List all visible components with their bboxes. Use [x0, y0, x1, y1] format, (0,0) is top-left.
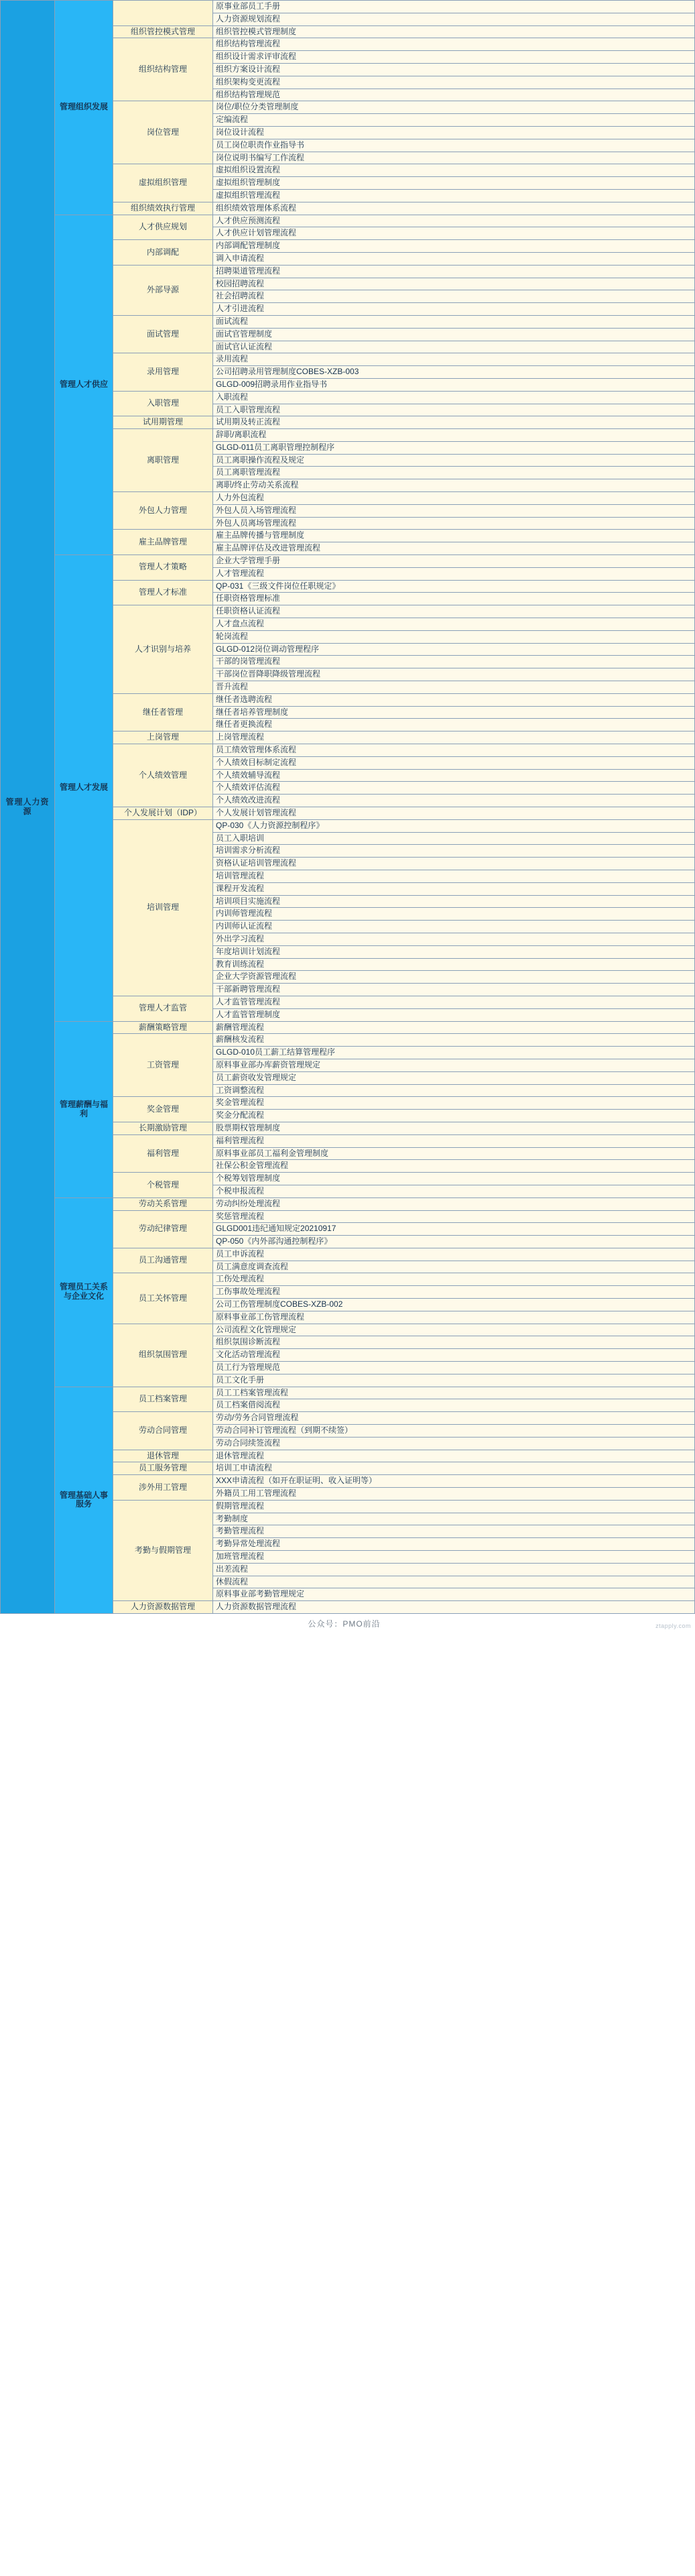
process-item-cell: 员工离职管理流程: [213, 467, 695, 479]
table-row: [1, 1021, 695, 1034]
process-item-cell: 培训项目实施流程: [213, 895, 695, 908]
process-item-cell: 组织结构管理规范: [213, 89, 695, 101]
process-item-cell: 人力外包流程: [213, 492, 695, 505]
process-item-cell: QP-031《三级文件岗位任职规定》: [213, 580, 695, 593]
category-label-cell: 管理人才监管: [113, 996, 213, 1021]
category-label-cell: 员工档案管理: [113, 1387, 213, 1412]
category-label-cell: 奖金管理: [113, 1097, 213, 1122]
process-item-cell: 劳动/劳务合同管理流程: [213, 1412, 695, 1425]
process-item-cell: 录用流程: [213, 353, 695, 366]
process-item-cell: 人才监管管理制度: [213, 1008, 695, 1021]
process-item-cell: 面试官管理制度: [213, 328, 695, 341]
process-item-cell: 假期管理流程: [213, 1500, 695, 1513]
category-label-cell: 退休管理: [113, 1450, 213, 1462]
category-label-cell: 岗位管理: [113, 101, 213, 164]
process-item-cell: 人才引进流程: [213, 303, 695, 316]
process-item-cell: 员工满意度调查流程: [213, 1261, 695, 1273]
process-item-cell: 组织结构管理流程: [213, 38, 695, 51]
group-label-cell: 管理员工关系与企业文化: [55, 1197, 113, 1387]
root-label-cell: 管理人力资源: [1, 1, 55, 1614]
process-item-cell: 公司工伤管理制度COBES-XZB-002: [213, 1299, 695, 1311]
category-label-cell: 长期激励管理: [113, 1122, 213, 1134]
process-item-cell: 外包人员入场管理流程: [213, 504, 695, 517]
process-item-cell: 公司招聘录用管理制度COBES-XZB-003: [213, 366, 695, 379]
process-item-cell: 继任者更换流程: [213, 719, 695, 731]
group-label-cell: 管理组织发展: [55, 1, 113, 215]
process-item-cell: 薪酬管理流程: [213, 1021, 695, 1034]
process-item-cell: 原料事业部办库薪资管理规定: [213, 1059, 695, 1071]
process-item-cell: 个人发展计划管理流程: [213, 807, 695, 820]
category-label-cell: 个人绩效管理: [113, 744, 213, 807]
category-label-cell: 员工沟通管理: [113, 1248, 213, 1273]
group-label-cell: 管理基础人事服务: [55, 1387, 113, 1613]
process-item-cell: 考勤制度: [213, 1513, 695, 1525]
category-label-cell: 组织结构管理: [113, 38, 213, 101]
category-label-cell: 人力资源数据管理: [113, 1601, 213, 1614]
footer-note: 公众号：PMO前沿: [308, 1619, 381, 1629]
process-item-cell: 企业大学管理手册: [213, 555, 695, 568]
process-item-cell: 出差流程: [213, 1563, 695, 1576]
process-item-cell: 员工离职操作流程及规定: [213, 454, 695, 467]
category-label-cell: 劳动关系管理: [113, 1197, 213, 1210]
process-item-cell: 福利管理流程: [213, 1134, 695, 1147]
process-item-cell: 个人绩效辅导流程: [213, 769, 695, 782]
process-item-cell: 工伤事故处理流程: [213, 1286, 695, 1299]
process-item-cell: 人才供应预测流程: [213, 215, 695, 227]
process-item-cell: 人才供应计划管理流程: [213, 227, 695, 240]
process-item-cell: 社会招聘流程: [213, 290, 695, 303]
process-item-cell: GLGD-012岗位调动管理程序: [213, 643, 695, 656]
process-item-cell: 虚拟组织设置流程: [213, 164, 695, 177]
process-item-cell: 人力资源规划流程: [213, 13, 695, 25]
process-item-cell: 轮岗流程: [213, 630, 695, 643]
category-label-cell: 外部导源: [113, 265, 213, 315]
process-item-cell: 工伤处理流程: [213, 1273, 695, 1286]
process-item-cell: 虚拟组织管理流程: [213, 189, 695, 202]
process-item-cell: 员工档案借阅流程: [213, 1399, 695, 1412]
category-label-cell: [113, 1, 213, 26]
process-item-cell: 组织方案设计流程: [213, 63, 695, 76]
table-row: [1, 1, 695, 13]
category-label-cell: 薪酬策略管理: [113, 1021, 213, 1034]
process-item-cell: 组织设计需求评审流程: [213, 51, 695, 64]
process-item-cell: 入职流程: [213, 391, 695, 404]
process-item-cell: 考勤异常处理流程: [213, 1538, 695, 1551]
table-row: [1, 215, 695, 227]
process-item-cell: 干部岗位晋降职降级管理流程: [213, 668, 695, 681]
process-item-cell: 招聘渠道管理流程: [213, 265, 695, 278]
process-item-cell: 岗位设计流程: [213, 126, 695, 139]
process-item-cell: 员工申诉流程: [213, 1248, 695, 1261]
category-label-cell: 员工服务管理: [113, 1462, 213, 1475]
category-label-cell: 继任者管理: [113, 693, 213, 731]
category-label-cell: 工资管理: [113, 1034, 213, 1097]
category-label-cell: 面试管理: [113, 315, 213, 353]
process-item-cell: 组织架构变更流程: [213, 76, 695, 89]
process-item-cell: 工资调整流程: [213, 1084, 695, 1097]
process-item-cell: GLGD-009招聘录用作业指导书: [213, 378, 695, 391]
category-label-cell: 管理人才策略: [113, 555, 213, 581]
process-item-cell: 课程开发流程: [213, 882, 695, 895]
process-item-cell: 员工绩效管理体系流程: [213, 744, 695, 757]
process-item-cell: 员工岗位职责作业指导书: [213, 139, 695, 152]
process-item-cell: 人才盘点流程: [213, 618, 695, 631]
process-item-cell: GLGD-010员工薪工结算管理程序: [213, 1047, 695, 1059]
process-item-cell: 组织氛围诊断流程: [213, 1336, 695, 1349]
category-label-cell: 人才识别与培养: [113, 605, 213, 694]
process-item-cell: 外包人员离场管理流程: [213, 517, 695, 530]
process-item-cell: 原事业部员工手册: [213, 1, 695, 13]
process-item-cell: 社保公积金管理流程: [213, 1160, 695, 1173]
process-item-cell: 继任者培养管理制度: [213, 706, 695, 719]
category-label-cell: 雇主品牌管理: [113, 530, 213, 555]
category-label-cell: 虚拟组织管理: [113, 164, 213, 202]
process-item-cell: 原料事业部工伤管理流程: [213, 1311, 695, 1324]
category-label-cell: 组织管控模式管理: [113, 25, 213, 38]
process-item-cell: 校园招聘流程: [213, 278, 695, 290]
process-item-cell: 公司流程文化管理规定: [213, 1324, 695, 1336]
process-item-cell: 员工文化手册: [213, 1374, 695, 1387]
category-label-cell: 外包人力管理: [113, 492, 213, 530]
category-label-cell: 组织绩效执行管理: [113, 202, 213, 215]
process-item-cell: 劳动合同续签流程: [213, 1437, 695, 1450]
process-item-cell: 原料事业部员工福利金管理制度: [213, 1147, 695, 1160]
process-item-cell: 年度培训计划流程: [213, 945, 695, 958]
process-item-cell: 培训工申请流程: [213, 1462, 695, 1475]
process-item-cell: 调入申请流程: [213, 252, 695, 265]
process-item-cell: 培训需求分析流程: [213, 845, 695, 858]
process-item-cell: 组织绩效管理体系流程: [213, 202, 695, 215]
process-item-cell: 干部的岗管理流程: [213, 656, 695, 668]
process-item-cell: 面试官认证流程: [213, 341, 695, 353]
watermark-text: ztapply.com: [655, 1623, 691, 1629]
process-item-cell: QP-030《人力资源控制程序》: [213, 819, 695, 832]
process-item-cell: 外出学习流程: [213, 933, 695, 945]
category-label-cell: 试用期管理: [113, 416, 213, 429]
category-label-cell: 内部调配: [113, 240, 213, 266]
process-item-cell: 内训师认证流程: [213, 921, 695, 933]
process-item-cell: 薪酬核发流程: [213, 1034, 695, 1047]
process-item-cell: 干部新聘管理流程: [213, 984, 695, 996]
table-row: [1, 555, 695, 568]
process-item-cell: 休假流程: [213, 1576, 695, 1588]
process-item-cell: 雇主品牌评估及改进管理流程: [213, 542, 695, 555]
process-item-cell: 内训师管理流程: [213, 908, 695, 921]
process-item-cell: 劳动合同补订管理流程（到期不续签）: [213, 1425, 695, 1438]
category-label-cell: 培训管理: [113, 819, 213, 996]
process-item-cell: 雇主品牌传播与管理制度: [213, 530, 695, 542]
group-label-cell: 管理人才供应: [55, 215, 113, 555]
process-item-cell: 面试流程: [213, 315, 695, 328]
category-label-cell: 离职管理: [113, 429, 213, 492]
process-item-cell: 培训管理流程: [213, 870, 695, 882]
process-item-cell: GLGD-011员工离职管理控制程序: [213, 441, 695, 454]
process-item-cell: 继任者选聘流程: [213, 693, 695, 706]
category-label-cell: 个人发展计划（IDP）: [113, 807, 213, 820]
process-item-cell: 员工行为管理规范: [213, 1362, 695, 1374]
category-label-cell: 考勤与假期管理: [113, 1500, 213, 1600]
process-item-cell: 辞职/离职流程: [213, 429, 695, 442]
category-label-cell: 管理人才标准: [113, 580, 213, 605]
process-item-cell: 内部调配管理制度: [213, 240, 695, 253]
group-label-cell: 管理人才发展: [55, 555, 113, 1021]
process-item-cell: 岗位/职位分类管理制度: [213, 101, 695, 114]
process-item-cell: 股票期权管理制度: [213, 1122, 695, 1134]
category-label-cell: 个税管理: [113, 1173, 213, 1198]
process-item-cell: 定编流程: [213, 114, 695, 127]
category-label-cell: 录用管理: [113, 353, 213, 391]
process-item-cell: 个税筹划管理制度: [213, 1173, 695, 1185]
process-item-cell: 人才管理流程: [213, 567, 695, 580]
process-item-cell: 教育训练流程: [213, 958, 695, 971]
process-item-cell: 个人绩效目标制定流程: [213, 756, 695, 769]
process-item-cell: XXX申请流程（如开在职证明、收入证明等）: [213, 1475, 695, 1488]
process-item-cell: 奖金管理流程: [213, 1097, 695, 1110]
process-item-cell: 奖惩管理流程: [213, 1210, 695, 1223]
process-item-cell: 考勤管理流程: [213, 1525, 695, 1538]
process-item-cell: 任职资格管理标准: [213, 593, 695, 605]
process-item-cell: 人才监管管理流程: [213, 996, 695, 1008]
process-item-cell: 退休管理流程: [213, 1450, 695, 1462]
process-item-cell: 加班管理流程: [213, 1551, 695, 1564]
process-item-cell: 虚拟组织管理制度: [213, 177, 695, 190]
process-item-cell: 员工薪资收发管理规定: [213, 1071, 695, 1084]
process-item-cell: 上岗管理流程: [213, 731, 695, 744]
process-item-cell: 任职资格认证流程: [213, 605, 695, 618]
process-item-cell: 原料事业部考勤管理规定: [213, 1588, 695, 1601]
category-label-cell: 上岗管理: [113, 731, 213, 744]
process-item-cell: 外籍员工用工管理流程: [213, 1488, 695, 1501]
process-item-cell: 个人绩效评估流程: [213, 782, 695, 795]
category-label-cell: 入职管理: [113, 391, 213, 416]
category-label-cell: 福利管理: [113, 1134, 213, 1172]
category-label-cell: 涉外用工管理: [113, 1475, 213, 1501]
process-item-cell: 员工工档案管理流程: [213, 1387, 695, 1399]
process-item-cell: 晋升流程: [213, 681, 695, 694]
process-item-cell: GLGD001违纪通知规定20210917: [213, 1223, 695, 1236]
process-item-cell: 试用期及转正流程: [213, 416, 695, 429]
table-row: [1, 1197, 695, 1210]
category-label-cell: 人才供应规划: [113, 215, 213, 240]
process-item-cell: 奖金分配流程: [213, 1110, 695, 1122]
process-item-cell: QP-050《内外部沟通控制程序》: [213, 1236, 695, 1248]
category-label-cell: 劳动纪律管理: [113, 1210, 213, 1248]
process-item-cell: 个人绩效改进流程: [213, 795, 695, 807]
process-item-cell: 组织管控模式管理制度: [213, 25, 695, 38]
process-item-cell: 离职/终止劳动关系流程: [213, 479, 695, 492]
process-item-cell: 员工入职管理流程: [213, 404, 695, 416]
process-item-cell: 资格认证培训管理流程: [213, 858, 695, 870]
category-label-cell: 组织氛围管理: [113, 1324, 213, 1387]
table-row: [1, 1387, 695, 1399]
process-item-cell: 劳动纠纷处理流程: [213, 1197, 695, 1210]
process-item-cell: 岗位说明书编写工作流程: [213, 152, 695, 164]
process-item-cell: 文化活动管理流程: [213, 1349, 695, 1362]
process-item-cell: 企业大学资源管理流程: [213, 971, 695, 984]
category-label-cell: 劳动合同管理: [113, 1412, 213, 1450]
process-item-cell: 员工入职培训: [213, 832, 695, 845]
process-item-cell: 个税申报流程: [213, 1185, 695, 1197]
process-item-cell: 人力资源数据管理流程: [213, 1601, 695, 1614]
category-label-cell: 员工关怀管理: [113, 1273, 213, 1324]
group-label-cell: 管理薪酬与福利: [55, 1021, 113, 1197]
